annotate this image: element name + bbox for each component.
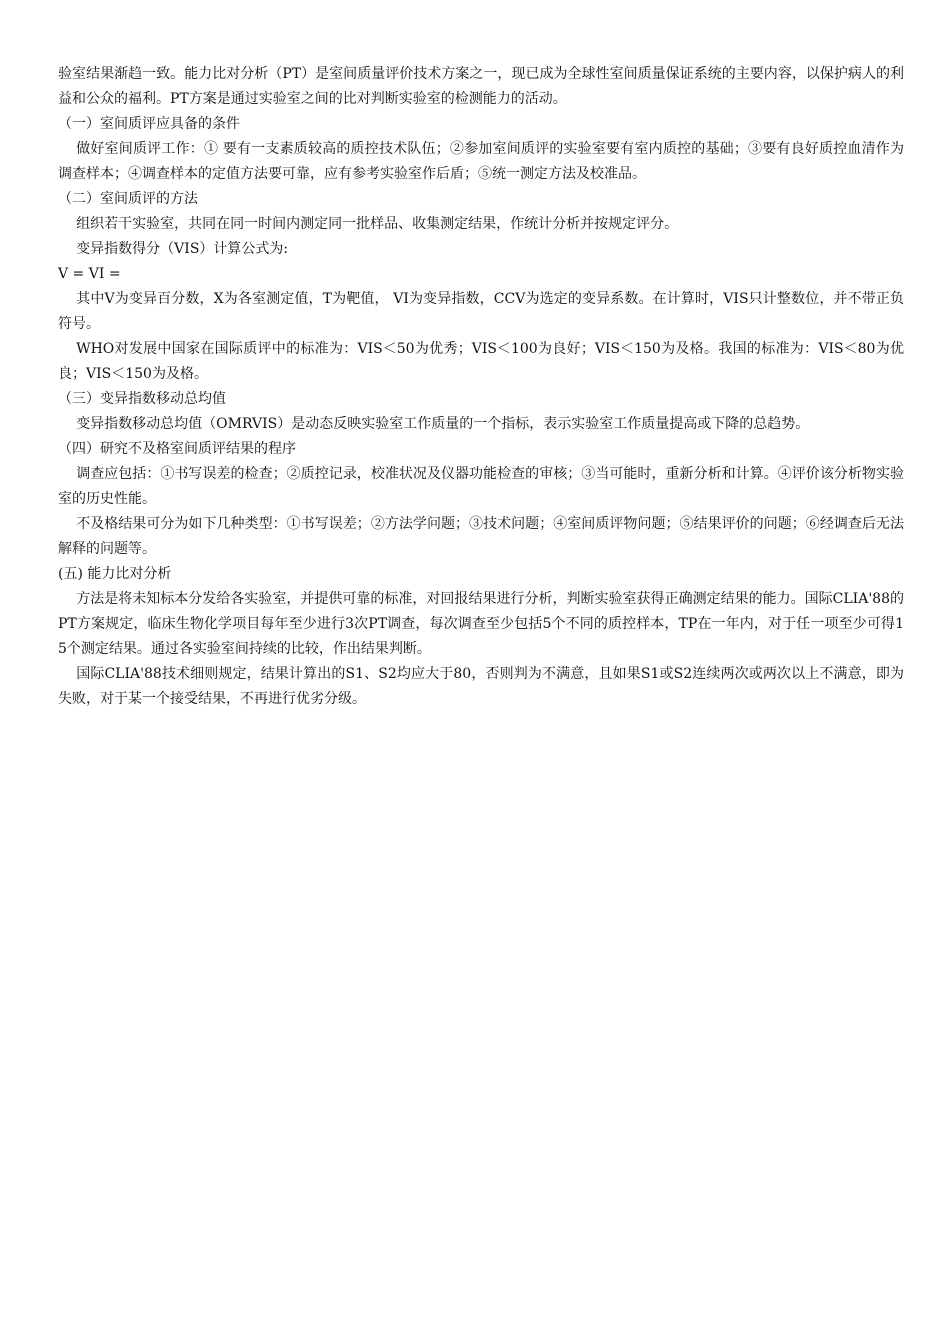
section-heading-5: (五) 能力比对分析 [58, 566, 172, 582]
paragraph-vis-formula-intro: 变异指数得分（VIS）计算公式为: [76, 241, 289, 257]
paragraph-method: 组织若干实验室，共同在同一时间内测定同一批样品、收集测定结果，作统计分析并按规定评分。 [76, 216, 679, 232]
section-heading-4: （四）研究不及格室间质评结果的程序 [58, 441, 296, 457]
section-heading-2: （二）室间质评的方法 [58, 191, 198, 207]
formula-line: V = VI = [58, 266, 121, 282]
paragraph-clia-rules: 国际CLIA'88技术细则规定，结果计算出的S1、S2均应大于80，否则判为不满意，且如果S1或S2连续两次或两次以上不满意，即为失败，对于某一个接受结果，不再进行优劣分级。 [58, 666, 904, 707]
paragraph-intro: 验室结果渐趋一致。能力比对分析（PT）是室间质量评价技术方案之一，现已成为全球性室间质量保证系统的主要内容，以保护病人的利益和公众的福利。PT方案是通过实验室之间的比对判断实验室的检测能力的活动。 [58, 66, 904, 107]
paragraph-failure-types: 不及格结果可分为如下几种类型：①书写误差；②方法学问题；③技术问题；④室间质评物问题；⑤结果评价的问题；⑥经调查后无法解释的问题等。 [58, 516, 904, 557]
paragraph-variables: 其中V为变异百分数，X为各室测定值，T为靶值， VI为变异指数，CCV为选定的变异系数。在计算时，VIS只计整数位，并不带正负符号。 [58, 291, 904, 332]
paragraph-who-standard: WHO对发展中国家在国际质评中的标准为：VIS＜50为优秀；VIS＜100为良好；VIS＜150为及格。我国的标准为：VIS＜80为优良；VIS＜150为及格。 [58, 341, 904, 382]
section-heading-3: （三）变异指数移动总均值 [58, 391, 226, 407]
document-page [58, 62, 904, 712]
paragraph-pt-method: 方法是将未知标本分发给各实验室，并提供可靠的标准，对回报结果进行分析，判断实验室获得正确测定结果的能力。国际CLIA'88的PT方案规定，临床生物化学项目每年至少进行3次PT调查，每次调查至少包括5个不同的质控样本，TP在一年内，对于任一项至少可得15个测定结果。通过各实验室间持续的比较，作出结果判断。 [58, 591, 904, 657]
paragraph-conditions: 做好室间质评工作：① 要有一支素质较高的质控技术队伍；②参加室间质评的实验室要有室内质控的基础；③要有良好质控血清作为调查样本；④调查样本的定值方法要可靠，应有参考实验室作后盾；⑤统一测定方法及校准品。 [58, 141, 904, 182]
section-heading-1: （一）室间质评应具备的条件 [58, 116, 240, 132]
paragraph-investigation: 调查应包括：①书写误差的检查；②质控记录，校准状况及仪器功能检查的审核；③当可能时，重新分析和计算。④评价该分析物实验室的历史性能。 [58, 466, 904, 507]
paragraph-omrvis: 变异指数移动总均值（OMRVIS）是动态反映实验室工作质量的一个指标，表示实验室工作质量提高或下降的总趋势。 [76, 416, 810, 432]
